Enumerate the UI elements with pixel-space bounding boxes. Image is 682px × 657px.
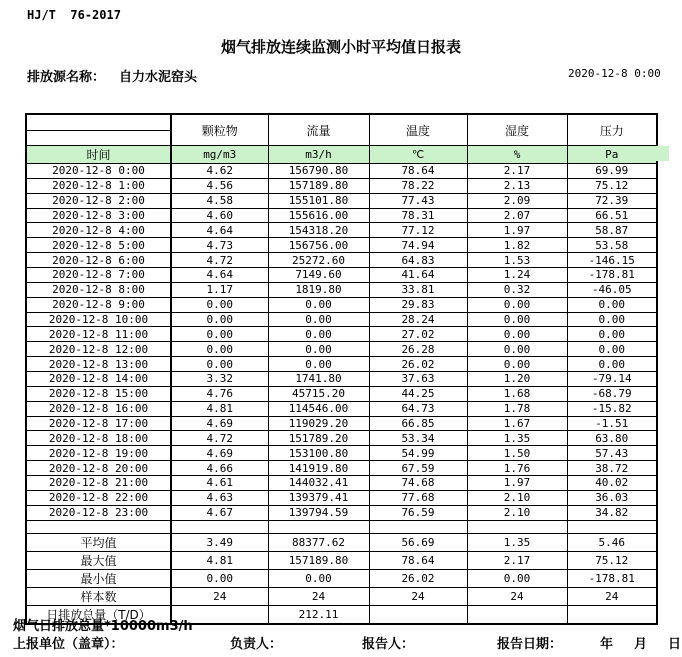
value-cell: 4.62 [171, 164, 268, 179]
table-row [26, 178, 657, 193]
unit-temperature: ℃ [369, 146, 467, 164]
year-label: 年 [600, 637, 614, 652]
value-cell: 155616.00 [268, 208, 369, 223]
value-cell: 0.00 [268, 327, 369, 342]
value-cell: 4.72 [171, 431, 268, 446]
value-cell: 45715.20 [268, 386, 369, 401]
value-cell: 25272.60 [268, 253, 369, 268]
unit-humidity: % [467, 146, 567, 164]
time-cell: 2020-12-8 16:00 [26, 401, 171, 416]
value-cell: 44.25 [369, 386, 467, 401]
value-cell: 74.94 [369, 238, 467, 253]
value-cell: 151789.20 [268, 431, 369, 446]
time-cell: 2020-12-8 15:00 [26, 386, 171, 401]
header-spacer-cell [26, 130, 171, 146]
summary-value: 0.00 [467, 569, 567, 587]
value-cell: 119029.20 [268, 416, 369, 431]
time-cell: 2020-12-8 2:00 [26, 193, 171, 208]
time-cell: 2020-12-8 7:00 [26, 268, 171, 283]
day-label: 日 [668, 637, 682, 652]
table-row [26, 357, 657, 372]
value-cell: 78.64 [369, 164, 467, 179]
value-cell: 76.59 [369, 505, 467, 520]
summary-value: 2.17 [467, 551, 567, 569]
value-cell: 41.64 [369, 268, 467, 283]
summary-row [26, 533, 657, 551]
value-cell: 0.32 [467, 282, 567, 297]
value-cell: -46.05 [567, 282, 657, 297]
summary-value: 4.81 [171, 551, 268, 569]
summary-value: 26.02 [369, 569, 467, 587]
time-cell: 2020-12-8 14:00 [26, 372, 171, 387]
total-emission-note: 烟气日排放总量*10000m3/h [13, 619, 193, 634]
value-cell: 78.31 [369, 208, 467, 223]
column-header-temperature: 温度 [369, 114, 467, 146]
time-cell: 2020-12-8 12:00 [26, 342, 171, 357]
value-cell: 28.24 [369, 312, 467, 327]
table-row [26, 253, 657, 268]
summary-value [369, 605, 467, 624]
value-cell: 63.80 [567, 431, 657, 446]
value-cell: 0.00 [467, 297, 567, 312]
value-cell: -79.14 [567, 372, 657, 387]
time-cell: 2020-12-8 1:00 [26, 178, 171, 193]
value-cell: 53.58 [567, 238, 657, 253]
unit-particulate: mg/m3 [171, 146, 268, 164]
table-row [26, 208, 657, 223]
summary-value: 0.00 [268, 569, 369, 587]
unit-row [26, 146, 657, 164]
value-cell: 58.87 [567, 223, 657, 238]
blank-row [26, 520, 657, 533]
time-cell: 2020-12-8 3:00 [26, 208, 171, 223]
value-cell: 4.60 [171, 208, 268, 223]
value-cell: 0.00 [268, 342, 369, 357]
summary-value: -178.81 [567, 569, 657, 587]
value-cell: 64.83 [369, 253, 467, 268]
value-cell: 0.00 [268, 312, 369, 327]
value-cell: 2.13 [467, 178, 567, 193]
table-row [26, 268, 657, 283]
summary-label: 最大值 [26, 551, 171, 569]
value-cell: 1.97 [467, 476, 567, 491]
value-cell: 1.68 [467, 386, 567, 401]
value-cell: 4.63 [171, 490, 268, 505]
value-cell: 72.39 [567, 193, 657, 208]
table-row [26, 490, 657, 505]
value-cell: 139794.59 [268, 505, 369, 520]
column-header-flow: 流量 [268, 114, 369, 146]
summary-value: 5.46 [567, 533, 657, 551]
value-cell: 2.07 [467, 208, 567, 223]
summary-value: 78.64 [369, 551, 467, 569]
value-cell: 156756.00 [268, 238, 369, 253]
hourly-average-table [25, 113, 658, 625]
value-cell: 4.64 [171, 223, 268, 238]
value-cell: 0.00 [567, 312, 657, 327]
time-cell: 2020-12-8 19:00 [26, 446, 171, 461]
summary-value [467, 605, 567, 624]
table-row [26, 238, 657, 253]
value-cell: 1.35 [467, 431, 567, 446]
value-cell: 74.68 [369, 476, 467, 491]
table-row [26, 312, 657, 327]
value-cell: 0.00 [567, 297, 657, 312]
value-cell: 1.76 [467, 461, 567, 476]
report-datetime: 2020-12-8 0:00 [568, 67, 661, 80]
reporter-label: 报告人： [362, 637, 415, 652]
value-cell: 77.68 [369, 490, 467, 505]
value-cell: 2.10 [467, 490, 567, 505]
value-cell: 2.09 [467, 193, 567, 208]
table-row [26, 164, 657, 179]
value-cell: 77.12 [369, 223, 467, 238]
summary-value: 24 [567, 587, 657, 605]
value-cell: 66.85 [369, 416, 467, 431]
time-cell: 2020-12-8 17:00 [26, 416, 171, 431]
value-cell: 1.50 [467, 446, 567, 461]
emission-source-line [27, 66, 197, 85]
time-cell: 2020-12-8 8:00 [26, 282, 171, 297]
value-cell: 69.99 [567, 164, 657, 179]
value-cell: 0.00 [171, 297, 268, 312]
time-cell: 2020-12-8 4:00 [26, 223, 171, 238]
summary-row [26, 587, 657, 605]
value-cell: 141919.80 [268, 461, 369, 476]
column-header-particulate: 颗粒物 [171, 114, 268, 146]
value-cell: 7149.60 [268, 268, 369, 283]
summary-value: 75.12 [567, 551, 657, 569]
value-cell: 0.00 [467, 312, 567, 327]
value-cell: 0.00 [171, 342, 268, 357]
summary-value: 24 [171, 587, 268, 605]
value-cell: 1.97 [467, 223, 567, 238]
unit-row-green-overflow [656, 146, 669, 161]
time-cell: 2020-12-8 13:00 [26, 357, 171, 372]
value-cell: 40.02 [567, 476, 657, 491]
time-cell: 2020-12-8 23:00 [26, 505, 171, 520]
value-cell: 1.67 [467, 416, 567, 431]
value-cell: 4.81 [171, 401, 268, 416]
table-row [26, 282, 657, 297]
value-cell: 156790.80 [268, 164, 369, 179]
value-cell: 1.20 [467, 372, 567, 387]
summary-row [26, 551, 657, 569]
summary-label: 样本数 [26, 587, 171, 605]
value-cell: 0.00 [171, 327, 268, 342]
value-cell: 33.81 [369, 282, 467, 297]
summary-value: 24 [268, 587, 369, 605]
table-row [26, 342, 657, 357]
time-cell: 2020-12-8 5:00 [26, 238, 171, 253]
table-row [26, 327, 657, 342]
value-cell: 153100.80 [268, 446, 369, 461]
value-cell: 4.66 [171, 461, 268, 476]
value-cell: -15.82 [567, 401, 657, 416]
month-label: 月 [634, 637, 648, 652]
value-cell: 1.78 [467, 401, 567, 416]
value-cell: 4.73 [171, 238, 268, 253]
value-cell: 57.43 [567, 446, 657, 461]
summary-label: 日排放总量（T/D） [26, 605, 171, 624]
header-row-1 [26, 114, 657, 130]
summary-value: 1.35 [467, 533, 567, 551]
table-row [26, 476, 657, 491]
value-cell: 0.00 [567, 342, 657, 357]
value-cell: 4.64 [171, 268, 268, 283]
value-cell: 2.17 [467, 164, 567, 179]
summary-value [567, 605, 657, 624]
value-cell: -146.15 [567, 253, 657, 268]
value-cell: 75.12 [567, 178, 657, 193]
table-row [26, 193, 657, 208]
table-row [26, 461, 657, 476]
value-cell: 29.83 [369, 297, 467, 312]
value-cell: 4.76 [171, 386, 268, 401]
value-cell: 1.17 [171, 282, 268, 297]
standard-number: HJ/T 76-2017 [27, 8, 121, 22]
column-header-pressure: 压力 [567, 114, 657, 146]
summary-value: 157189.80 [268, 551, 369, 569]
value-cell: 4.69 [171, 416, 268, 431]
hour-rows [26, 164, 657, 521]
summary-value: 88377.62 [268, 533, 369, 551]
summary-value: 212.11 [268, 605, 369, 624]
value-cell: 1.53 [467, 253, 567, 268]
summary-row [26, 569, 657, 587]
page-title: 烟气排放连续监测小时平均值日报表 [220, 38, 461, 56]
value-cell: -68.79 [567, 386, 657, 401]
time-cell: 2020-12-8 18:00 [26, 431, 171, 446]
value-cell: 0.00 [467, 342, 567, 357]
emission-source-label: 排放源名称： [27, 70, 106, 85]
time-cell: 2020-12-8 11:00 [26, 327, 171, 342]
value-cell: 2.10 [467, 505, 567, 520]
value-cell: 4.61 [171, 476, 268, 491]
table-row [26, 416, 657, 431]
unit-flow: m3/h [268, 146, 369, 164]
value-cell: 26.02 [369, 357, 467, 372]
value-cell: 67.59 [369, 461, 467, 476]
table-row [26, 401, 657, 416]
summary-rows [26, 533, 657, 624]
table-row [26, 446, 657, 461]
value-cell: 0.00 [567, 327, 657, 342]
value-cell: 4.58 [171, 193, 268, 208]
summary-value: 0.00 [171, 569, 268, 587]
value-cell: 155101.80 [268, 193, 369, 208]
value-cell: 1741.80 [268, 372, 369, 387]
table-row [26, 297, 657, 312]
time-cell: 2020-12-8 0:00 [26, 164, 171, 179]
column-header-humidity: 湿度 [467, 114, 567, 146]
time-cell: 2020-12-8 10:00 [26, 312, 171, 327]
value-cell: -1.51 [567, 416, 657, 431]
value-cell: 38.72 [567, 461, 657, 476]
report-date-label: 报告日期： [497, 637, 563, 652]
value-cell: 139379.41 [268, 490, 369, 505]
value-cell: 78.22 [369, 178, 467, 193]
header-spacer-cell [26, 114, 171, 130]
summary-label: 最小值 [26, 569, 171, 587]
table-row [26, 386, 657, 401]
unit-pressure: Pa [567, 146, 657, 164]
value-cell: 66.51 [567, 208, 657, 223]
value-cell: 34.82 [567, 505, 657, 520]
time-cell: 2020-12-8 20:00 [26, 461, 171, 476]
blank-row-group [26, 520, 657, 533]
value-cell: 1.24 [467, 268, 567, 283]
value-cell: 0.00 [171, 312, 268, 327]
value-cell: 4.56 [171, 178, 268, 193]
table-row [26, 372, 657, 387]
value-cell: 54.99 [369, 446, 467, 461]
summary-value: 3.49 [171, 533, 268, 551]
value-cell: 37.63 [369, 372, 467, 387]
value-cell: 77.43 [369, 193, 467, 208]
table-row [26, 223, 657, 238]
time-cell: 2020-12-8 6:00 [26, 253, 171, 268]
value-cell: 1819.80 [268, 282, 369, 297]
value-cell: 114546.00 [268, 401, 369, 416]
value-cell: 4.67 [171, 505, 268, 520]
summary-value: 56.69 [369, 533, 467, 551]
value-cell: 36.03 [567, 490, 657, 505]
value-cell: 0.00 [567, 357, 657, 372]
value-cell: 144032.41 [268, 476, 369, 491]
summary-label: 平均值 [26, 533, 171, 551]
value-cell: 157189.80 [268, 178, 369, 193]
time-cell: 2020-12-8 9:00 [26, 297, 171, 312]
value-cell: 27.02 [369, 327, 467, 342]
value-cell: 0.00 [171, 357, 268, 372]
summary-value: 24 [369, 587, 467, 605]
value-cell: 26.28 [369, 342, 467, 357]
value-cell: 0.00 [268, 297, 369, 312]
value-cell: 3.32 [171, 372, 268, 387]
value-cell: -178.81 [567, 268, 657, 283]
value-cell: 1.82 [467, 238, 567, 253]
value-cell: 53.34 [369, 431, 467, 446]
value-cell: 0.00 [467, 357, 567, 372]
value-cell: 64.73 [369, 401, 467, 416]
time-column-header: 时间 [26, 146, 171, 164]
value-cell: 0.00 [268, 357, 369, 372]
manager-label: 负责人： [230, 637, 283, 652]
summary-value: 24 [467, 587, 567, 605]
table-row [26, 505, 657, 520]
value-cell: 154318.20 [268, 223, 369, 238]
value-cell: 0.00 [467, 327, 567, 342]
report-unit-label: 上报单位（盖章）： [13, 637, 124, 652]
signature-line [0, 633, 682, 651]
time-cell: 2020-12-8 21:00 [26, 476, 171, 491]
value-cell: 4.69 [171, 446, 268, 461]
time-cell: 2020-12-8 22:00 [26, 490, 171, 505]
emission-source-name: 自力水泥窑头 [119, 70, 198, 85]
value-cell: 4.72 [171, 253, 268, 268]
table-row [26, 431, 657, 446]
